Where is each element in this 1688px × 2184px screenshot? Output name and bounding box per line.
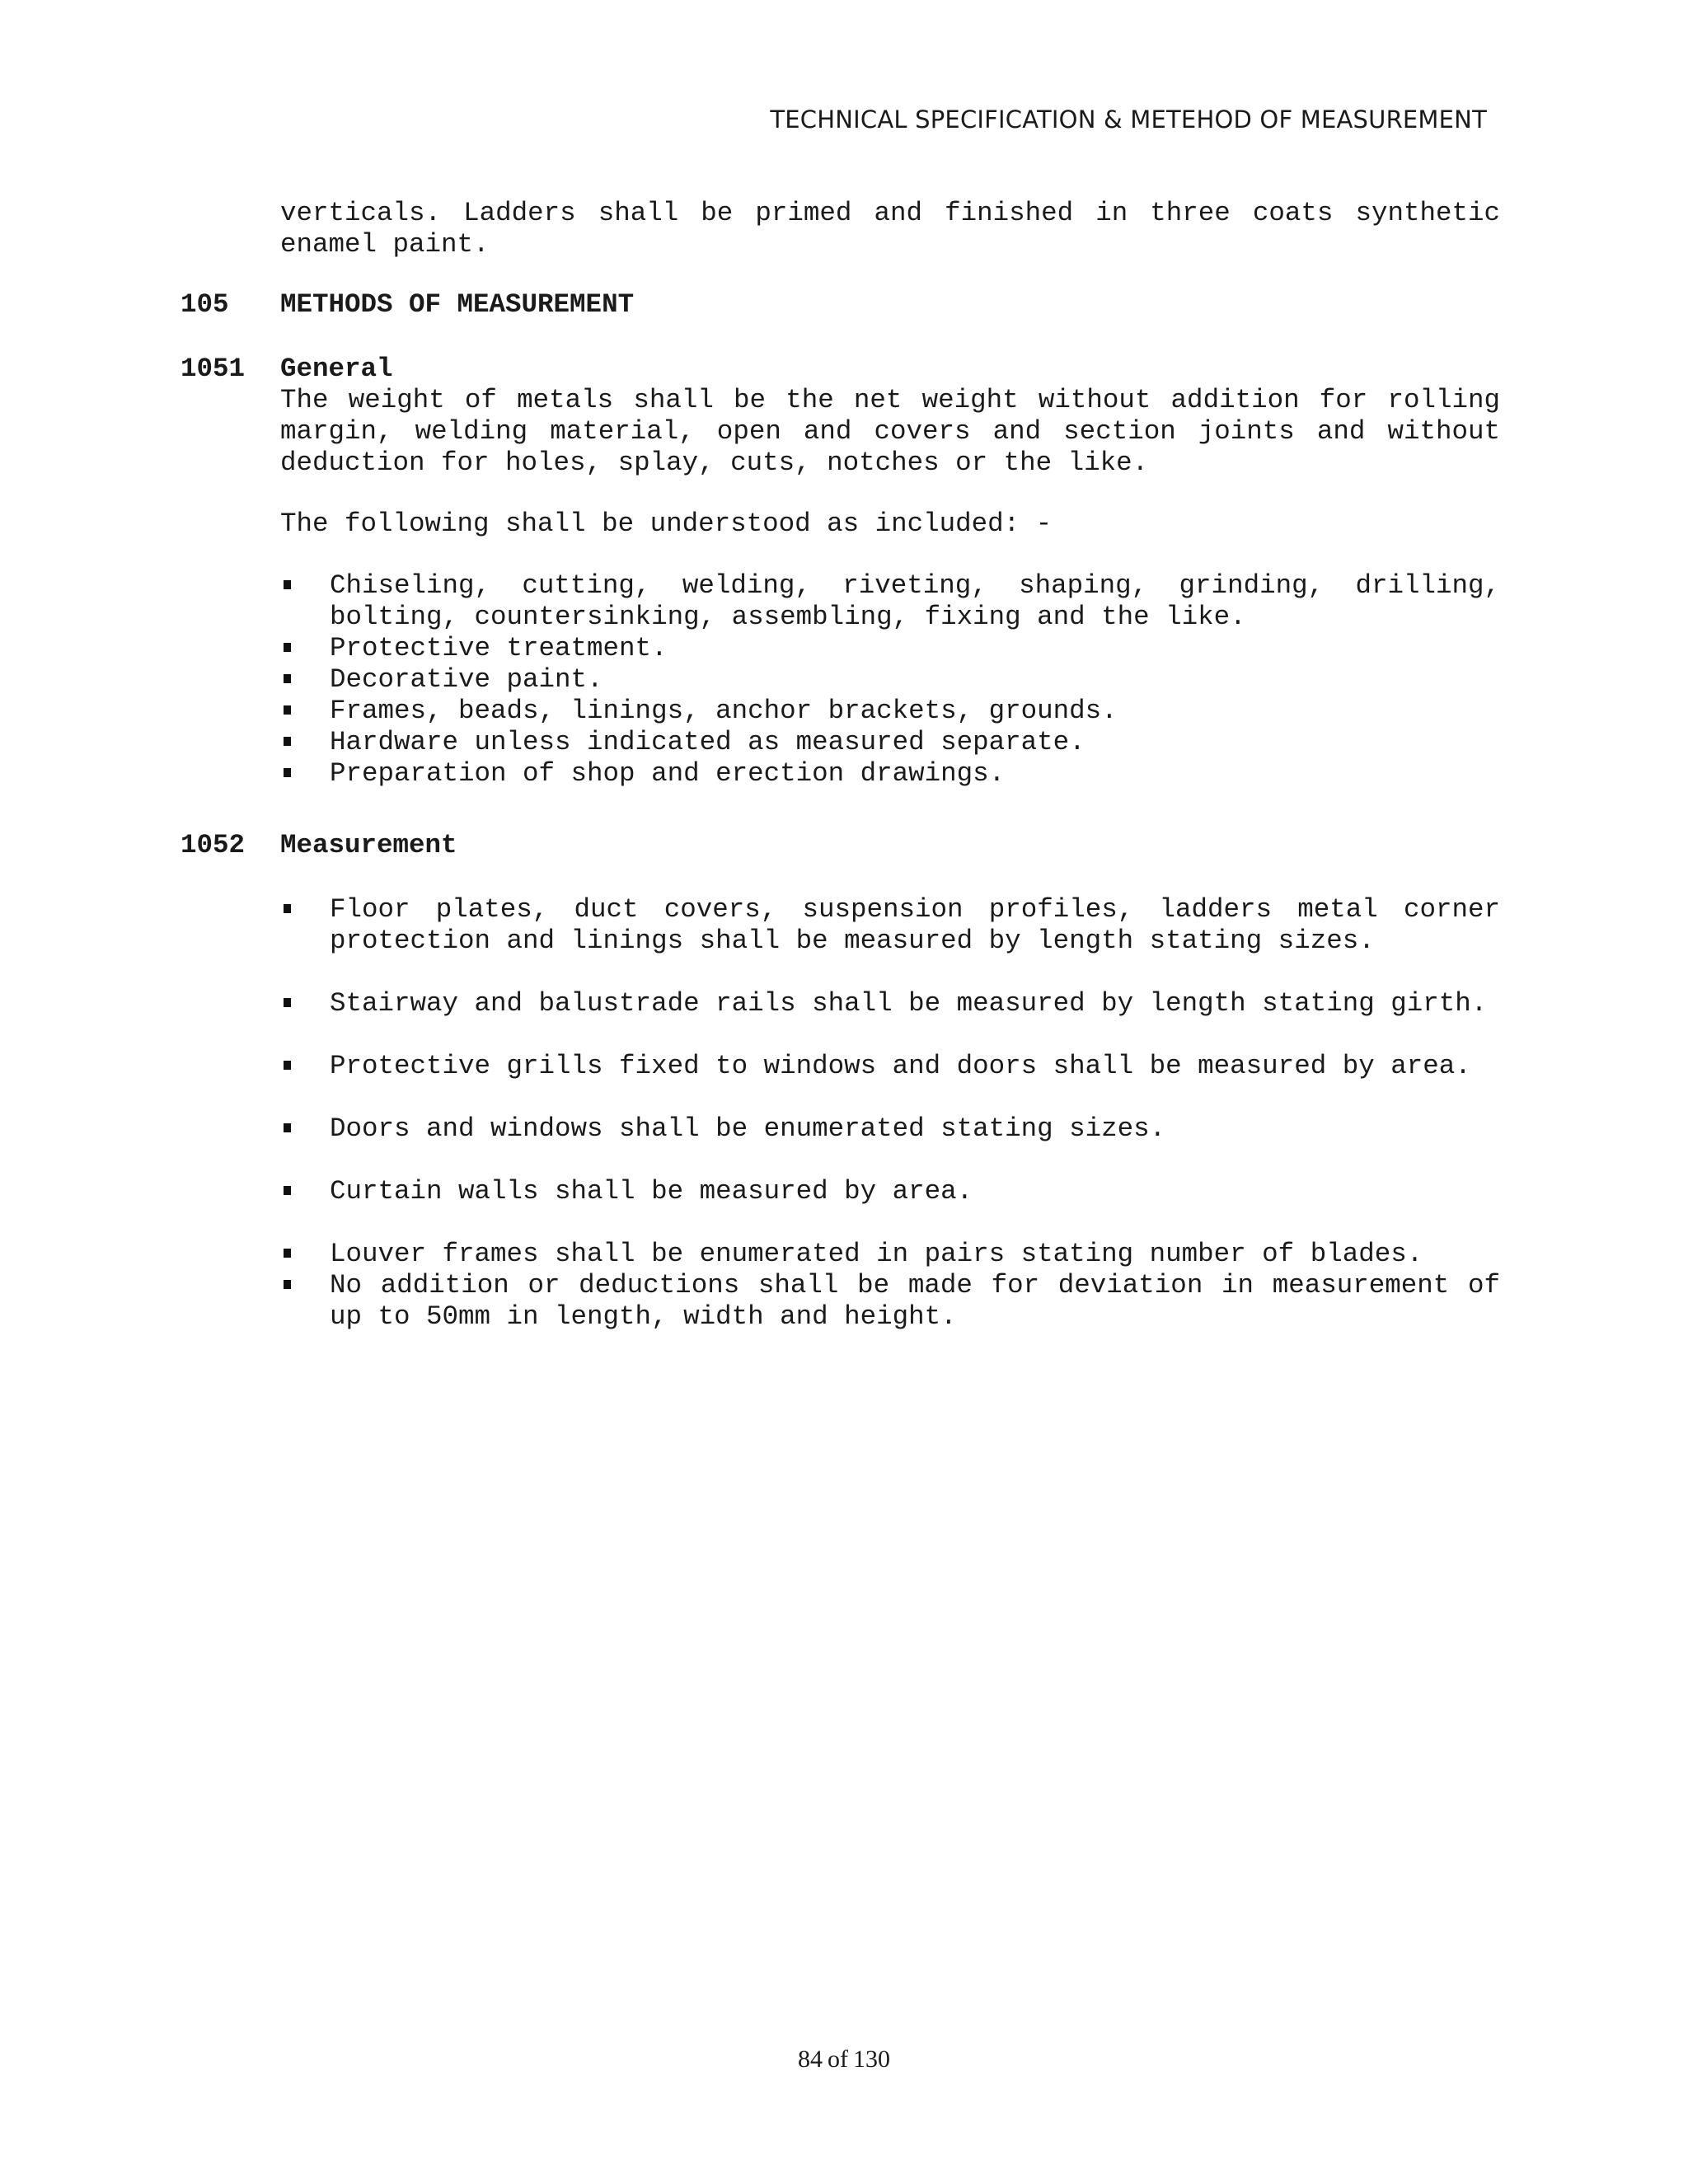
list-spacer xyxy=(280,1145,1500,1176)
bullet-square-icon xyxy=(284,1249,291,1258)
list-item: Floor plates, duct covers, suspension profiles, ladders metal corner protection and linings shall be measured by length stating sizes. xyxy=(280,894,1500,957)
list-item: Preparation of shop and erection drawings. xyxy=(280,758,1500,790)
list-spacer xyxy=(280,1207,1500,1239)
included-intro: The following shall be understood as included: - xyxy=(280,509,1053,539)
list-spacer xyxy=(280,1019,1500,1051)
bullet-square-icon xyxy=(284,1186,291,1195)
section-105-number: 105 xyxy=(181,289,229,320)
section-105-title: METHODS OF MEASUREMENT xyxy=(280,289,635,320)
section-1051-number: 1051 xyxy=(181,354,246,384)
list-item: No addition or deductions shall be made for deviation in measurement of up to 50mm in length, width and height. xyxy=(280,1270,1500,1333)
page-header: TECHNICAL SPECIFICATION & METEHOD OF MEASUREMENT xyxy=(770,105,1487,134)
bullet-square-icon xyxy=(284,643,291,652)
page-of-label: of xyxy=(828,2046,848,2073)
bullet-square-icon xyxy=(284,705,291,715)
bullet-square-icon xyxy=(284,1123,291,1132)
list-spacer xyxy=(280,957,1500,988)
page-number xyxy=(0,2046,1688,2074)
bullet-square-icon xyxy=(284,580,291,589)
current-page: 84 xyxy=(798,2046,823,2073)
bullet-square-icon xyxy=(284,1280,291,1289)
list-item: Decorative paint. xyxy=(280,664,1500,696)
list-item: Protective treatment. xyxy=(280,633,1500,664)
list-item: Doors and windows shall be enumerated stating sizes. xyxy=(280,1113,1500,1145)
section-1052-title: Measurement xyxy=(280,830,457,860)
bullet-square-icon xyxy=(284,768,291,777)
total-pages: 130 xyxy=(853,2046,890,2073)
bullet-square-icon xyxy=(284,1061,291,1070)
list-item: Chiseling, cutting, welding, riveting, shaping, grinding, drilling, bolting, countersinking, assembling, fixing and the like. xyxy=(280,570,1500,633)
included-list xyxy=(280,570,1500,790)
list-item: Protective grills fixed to windows and doors shall be measured by area. xyxy=(280,1051,1500,1082)
intro-line-2: enamel paint. xyxy=(280,229,490,260)
list-item: Hardware unless indicated as measured separate. xyxy=(280,727,1500,758)
list-spacer xyxy=(280,1082,1500,1113)
section-1051-title: General xyxy=(280,354,393,384)
bullet-square-icon xyxy=(284,904,291,913)
intro-line-1: verticals. Ladders shall be primed and finished in three coats synthetic xyxy=(280,198,1500,228)
bullet-square-icon xyxy=(284,737,291,746)
bullet-square-icon xyxy=(284,674,291,683)
list-item: Frames, beads, linings, anchor brackets, grounds. xyxy=(280,696,1500,727)
section-1052-number: 1052 xyxy=(181,830,246,860)
list-item: Stairway and balustrade rails shall be measured by length stating girth. xyxy=(280,988,1500,1019)
section-1051-paragraph: The weight of metals shall be the net weight without addition for rolling margin, welding material, open and covers and section joints and without deduction for holes, splay, cuts, notches or the like. xyxy=(280,385,1500,478)
bullet-square-icon xyxy=(284,998,291,1007)
measurement-list xyxy=(280,894,1500,1333)
list-item: Louver frames shall be enumerated in pairs stating number of blades. xyxy=(280,1239,1500,1270)
list-item: Curtain walls shall be measured by area. xyxy=(280,1176,1500,1207)
